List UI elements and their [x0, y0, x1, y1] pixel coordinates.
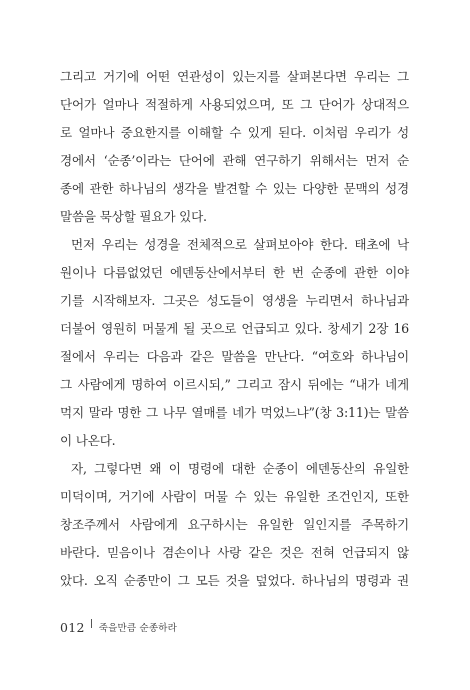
running-book-title: 죽을만큼 순종하라 — [98, 623, 178, 634]
text-line: 았다. 오직 순종만이 그 모든 것을 덮었다. 하나님의 명령과 권 — [60, 573, 409, 588]
footer-divider — [91, 619, 92, 628]
page-footer — [60, 619, 177, 635]
text-line: 로 얼마나 중요한지를 이해할 수 있게 된다. 이처럼 우리가 성 — [60, 125, 409, 140]
text-line: 창조주께서 사람에게 요구하시는 유일한 일인지를 주목하기 — [60, 517, 409, 532]
text-line: 더불어 영원히 머물게 될 곳으로 언급되고 있다. 창세기 2장 16 — [60, 321, 409, 336]
text-line: 종에 관한 하나님의 생각을 발견할 수 있는 다양한 문맥의 성경 — [60, 181, 409, 196]
text-line: 그 사람에게 명하여 이르시되,” 그리고 잠시 뒤에는 “내가 네게 — [60, 377, 409, 392]
text-line: 기를 시작해보자. 그곳은 성도들이 영생을 누리면서 하나님과 — [60, 293, 409, 308]
text-line: 자, 그렇다면 왜 이 명령에 대한 순종이 에덴동산의 유일한 — [71, 461, 409, 476]
text-line: 경에서 ‘순종’이라는 단어에 관해 연구하기 위해서는 먼저 순 — [60, 153, 409, 168]
text-line: 그리고 거기에 어떤 연관성이 있는지를 살펴본다면 우리는 그 — [60, 69, 409, 84]
text-line: 절에서 우리는 다음과 같은 말씀을 만난다. “여호와 하나님이 — [60, 349, 409, 364]
text-line: 원이나 다름없었던 에덴동산에서부터 한 번 순종에 관한 이야 — [60, 265, 409, 280]
page-number: 012 — [60, 619, 85, 635]
text-line: 이 나온다. — [60, 433, 116, 448]
text-line: 말씀을 묵상할 필요가 있다. — [60, 209, 207, 224]
text-line: 미덕이며, 거기에 사람이 머물 수 있는 유일한 조건인지, 또한 — [60, 489, 409, 504]
text-line: 단어가 얼마나 적절하게 사용되었으며, 또 그 단어가 상대적으 — [60, 97, 409, 112]
text-line: 먹지 말라 명한 그 나무 열매를 네가 먹었느냐”(창 3:11)는 말씀 — [60, 405, 409, 420]
text-line: 먼저 우리는 성경을 전체적으로 살펴보아야 한다. 태초에 낙 — [71, 237, 409, 252]
text-line: 바란다. 믿음이나 겸손이나 사랑 같은 것은 전혀 언급되지 않 — [60, 545, 409, 560]
